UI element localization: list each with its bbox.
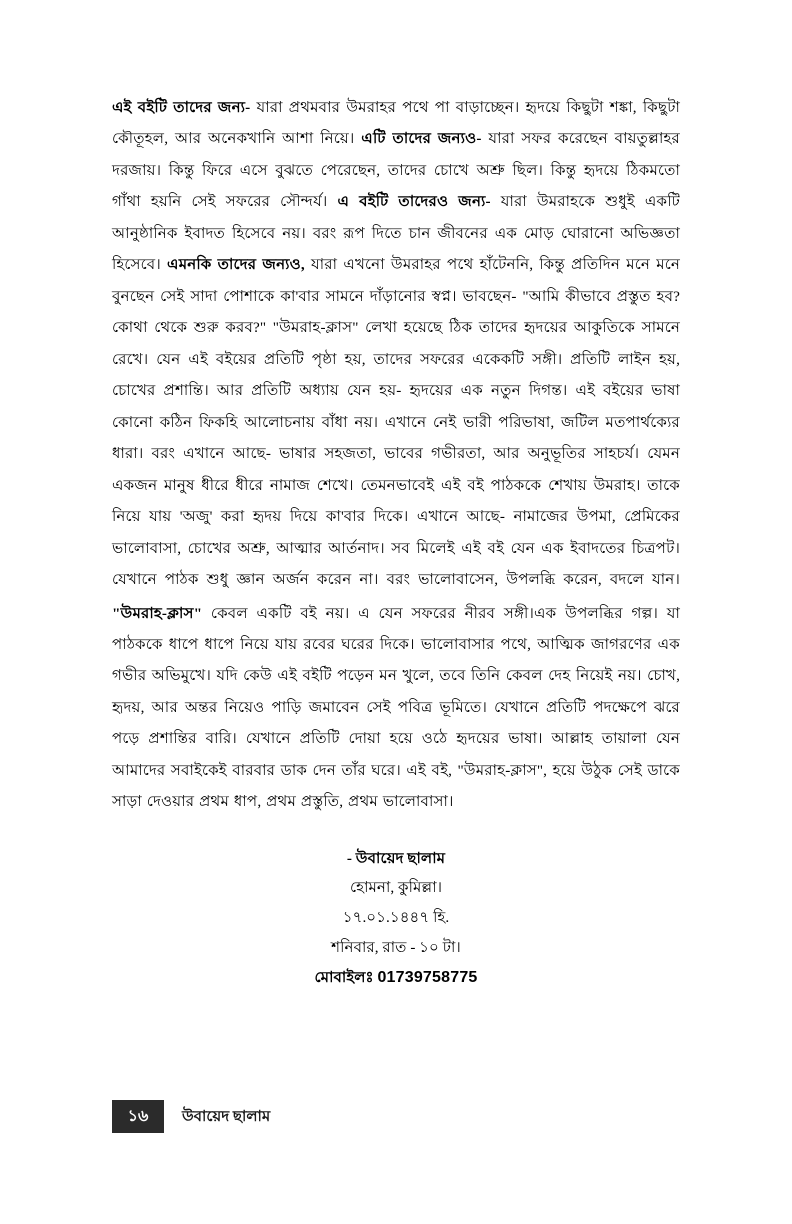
- emphasis-run: এই বইটি তাদের জন্য-: [112, 99, 251, 116]
- mobile-number: 01739758775: [377, 969, 478, 987]
- text-run: যারা প্রথমবার উমরাহর পথে পা বাড়াচ্ছেন। হৃদয়ে কিছুটা শঙ্কা, কিছুটা কৌতূহল, আর অনেকখানি আশা নিয়ে।: [112, 99, 680, 148]
- paragraph-2: [112, 598, 680, 818]
- text-run: যারা সফর করেছেন বায়তুল্লাহর দরজায়। কিন্তু ফিরে এসে বুঝতে পেরেছেন, তাদের চোখে অশ্রু ছিল। কিন্তু হৃদয়ে ঠিকমতো গাঁথা হয়নি সেই সফরের সৌন্দর্য।: [112, 130, 681, 211]
- paragraph-1: [112, 92, 680, 596]
- emphasis-run: এ বইটি তাদেরও জন্য-: [337, 193, 491, 211]
- mobile-label: মোবাইলঃ: [314, 969, 378, 987]
- emphasis-run: এটি তাদের জন্যও-: [361, 130, 482, 148]
- signature-author-name: - উবায়েদ ছালাম: [346, 849, 446, 867]
- page-number: ১৬: [112, 1100, 164, 1133]
- page-footer: [112, 1100, 680, 1134]
- emphasis-run: এমনকি তাদের জন্যও,: [167, 256, 305, 274]
- text-run: যারা এখনো উমরাহর পথে হাঁটেননি, কিন্তু প্রতিদিন মনে মনে বুনছেন সেই সাদা পোশাকে কা'বার সামনে দাঁড়ানোর স্বপ্ন। ভাবছেন- "আমি কীভাবে প্রস্তুত হব? কোথা থেকে শুরু করব?" "উমরাহ-ক্লাস" লেখা হয়েছে ঠিক তাদের হৃদয়ের আকুতিকে সামনে রেখে। যেন এই বইয়ের প্রতিটি পৃষ্ঠা হয়, তাদের সফরের একেকটি সঙ্গী। প্রতিটি লাইন হয়, চোখের প্রশান্তি। আর প্রতিটি অধ্যায় যেন হয়- হৃদয়ের এক নতুন দিগন্ত। এই বইয়ের ভাষা কোনো কঠিন ফিকহি আলোচনায় বাঁধা নয়। এখানে নেই ভারী পরিভাষা, জটিল মতপার্থক্যের ধারা। বরং এখানে আছে- ভাষার সহজতা, ভাবের গভীরতা, আর অনুভূতির সাহচর্য। যেমন একজন মানুষ ধীরে ধীরে নামাজ শেখে। তেমনভাবেই এই বই পাঠককে শেখায় উমরাহ। তাকে নিয়ে যায় 'অজু' করা হৃদয় দিয়ে কা'বার দিকে। এখানে আছে- নামাজের উপমা, প্রেমিকের ভালোবাসা, চোখের অশ্রু, আত্মার আর্তনাদ। সব মিলেই এই বই যেন এক ইবাদতের চিত্রপট। যেখানে পাঠক শুধু জ্ঞান অর্জন করেন না। বরং ভালোবাসেন, উপলব্ধি করেন, বদলে যান।: [112, 256, 680, 589]
- emphasis-run: "উমরাহ-ক্লাস": [112, 604, 203, 622]
- signature-place: হোমনা, কুমিল্লা।: [349, 879, 443, 897]
- footer-author: উবায়েদ ছালাম: [182, 1109, 271, 1125]
- text-run: যারা উমরাহকে শুধুই একটি আনুষ্ঠানিক ইবাদত হিসেবে নয়। বরং রূপ দিতে চান জীবনের এক মোড় ঘোরানো অভিজ্ঞতা হিসেবে।: [112, 193, 680, 274]
- page-content: [112, 92, 680, 994]
- text-run: কেবল একটি বই নয়। এ যেন সফরের নীরব সঙ্গী।এক উপলব্ধির গল্প। যা পাঠককে ধাপে ধাপে নিয়ে যায় রবের ঘরের দিকে। ভালোবাসার পথে, আত্মিক জাগরণের এক গভীর অভিমুখে। যদি কেউ এই বইটি পড়েন মন খুলে, তবে তিনি কেবল দেহ নিয়েই নয়। চোখ, হৃদয়, আর অন্তর নিয়েও পাড়ি জমাবেন সেই পবিত্র ভূমিতে। যেখানে প্রতিটি পদক্ষেপে ঝরে পড়ে প্রশান্তির বারি। যেখানে প্রতিটি দোয়া হয়ে ওঠে হৃদয়ের ভাষা। আল্লাহ তায়ালা যেন আমাদের সবাইকেই বারবার ডাক দেন তাঁর ঘরে। এই বই, "উমরাহ-ক্লাস", হয়ে উঠুক সেই ডাকে সাড়া দেওয়ার প্রথম ধাপ, প্রথম প্রস্তুতি, প্রথম ভালোবাসা।: [112, 604, 680, 811]
- signature-block: [112, 844, 680, 994]
- signature-mobile-line: [112, 962, 680, 993]
- signature-time: শনিবার, রাত - ১০ টা।: [331, 938, 461, 956]
- signature-date: ১৭.০১.১৪৪৭ হি.: [342, 909, 450, 927]
